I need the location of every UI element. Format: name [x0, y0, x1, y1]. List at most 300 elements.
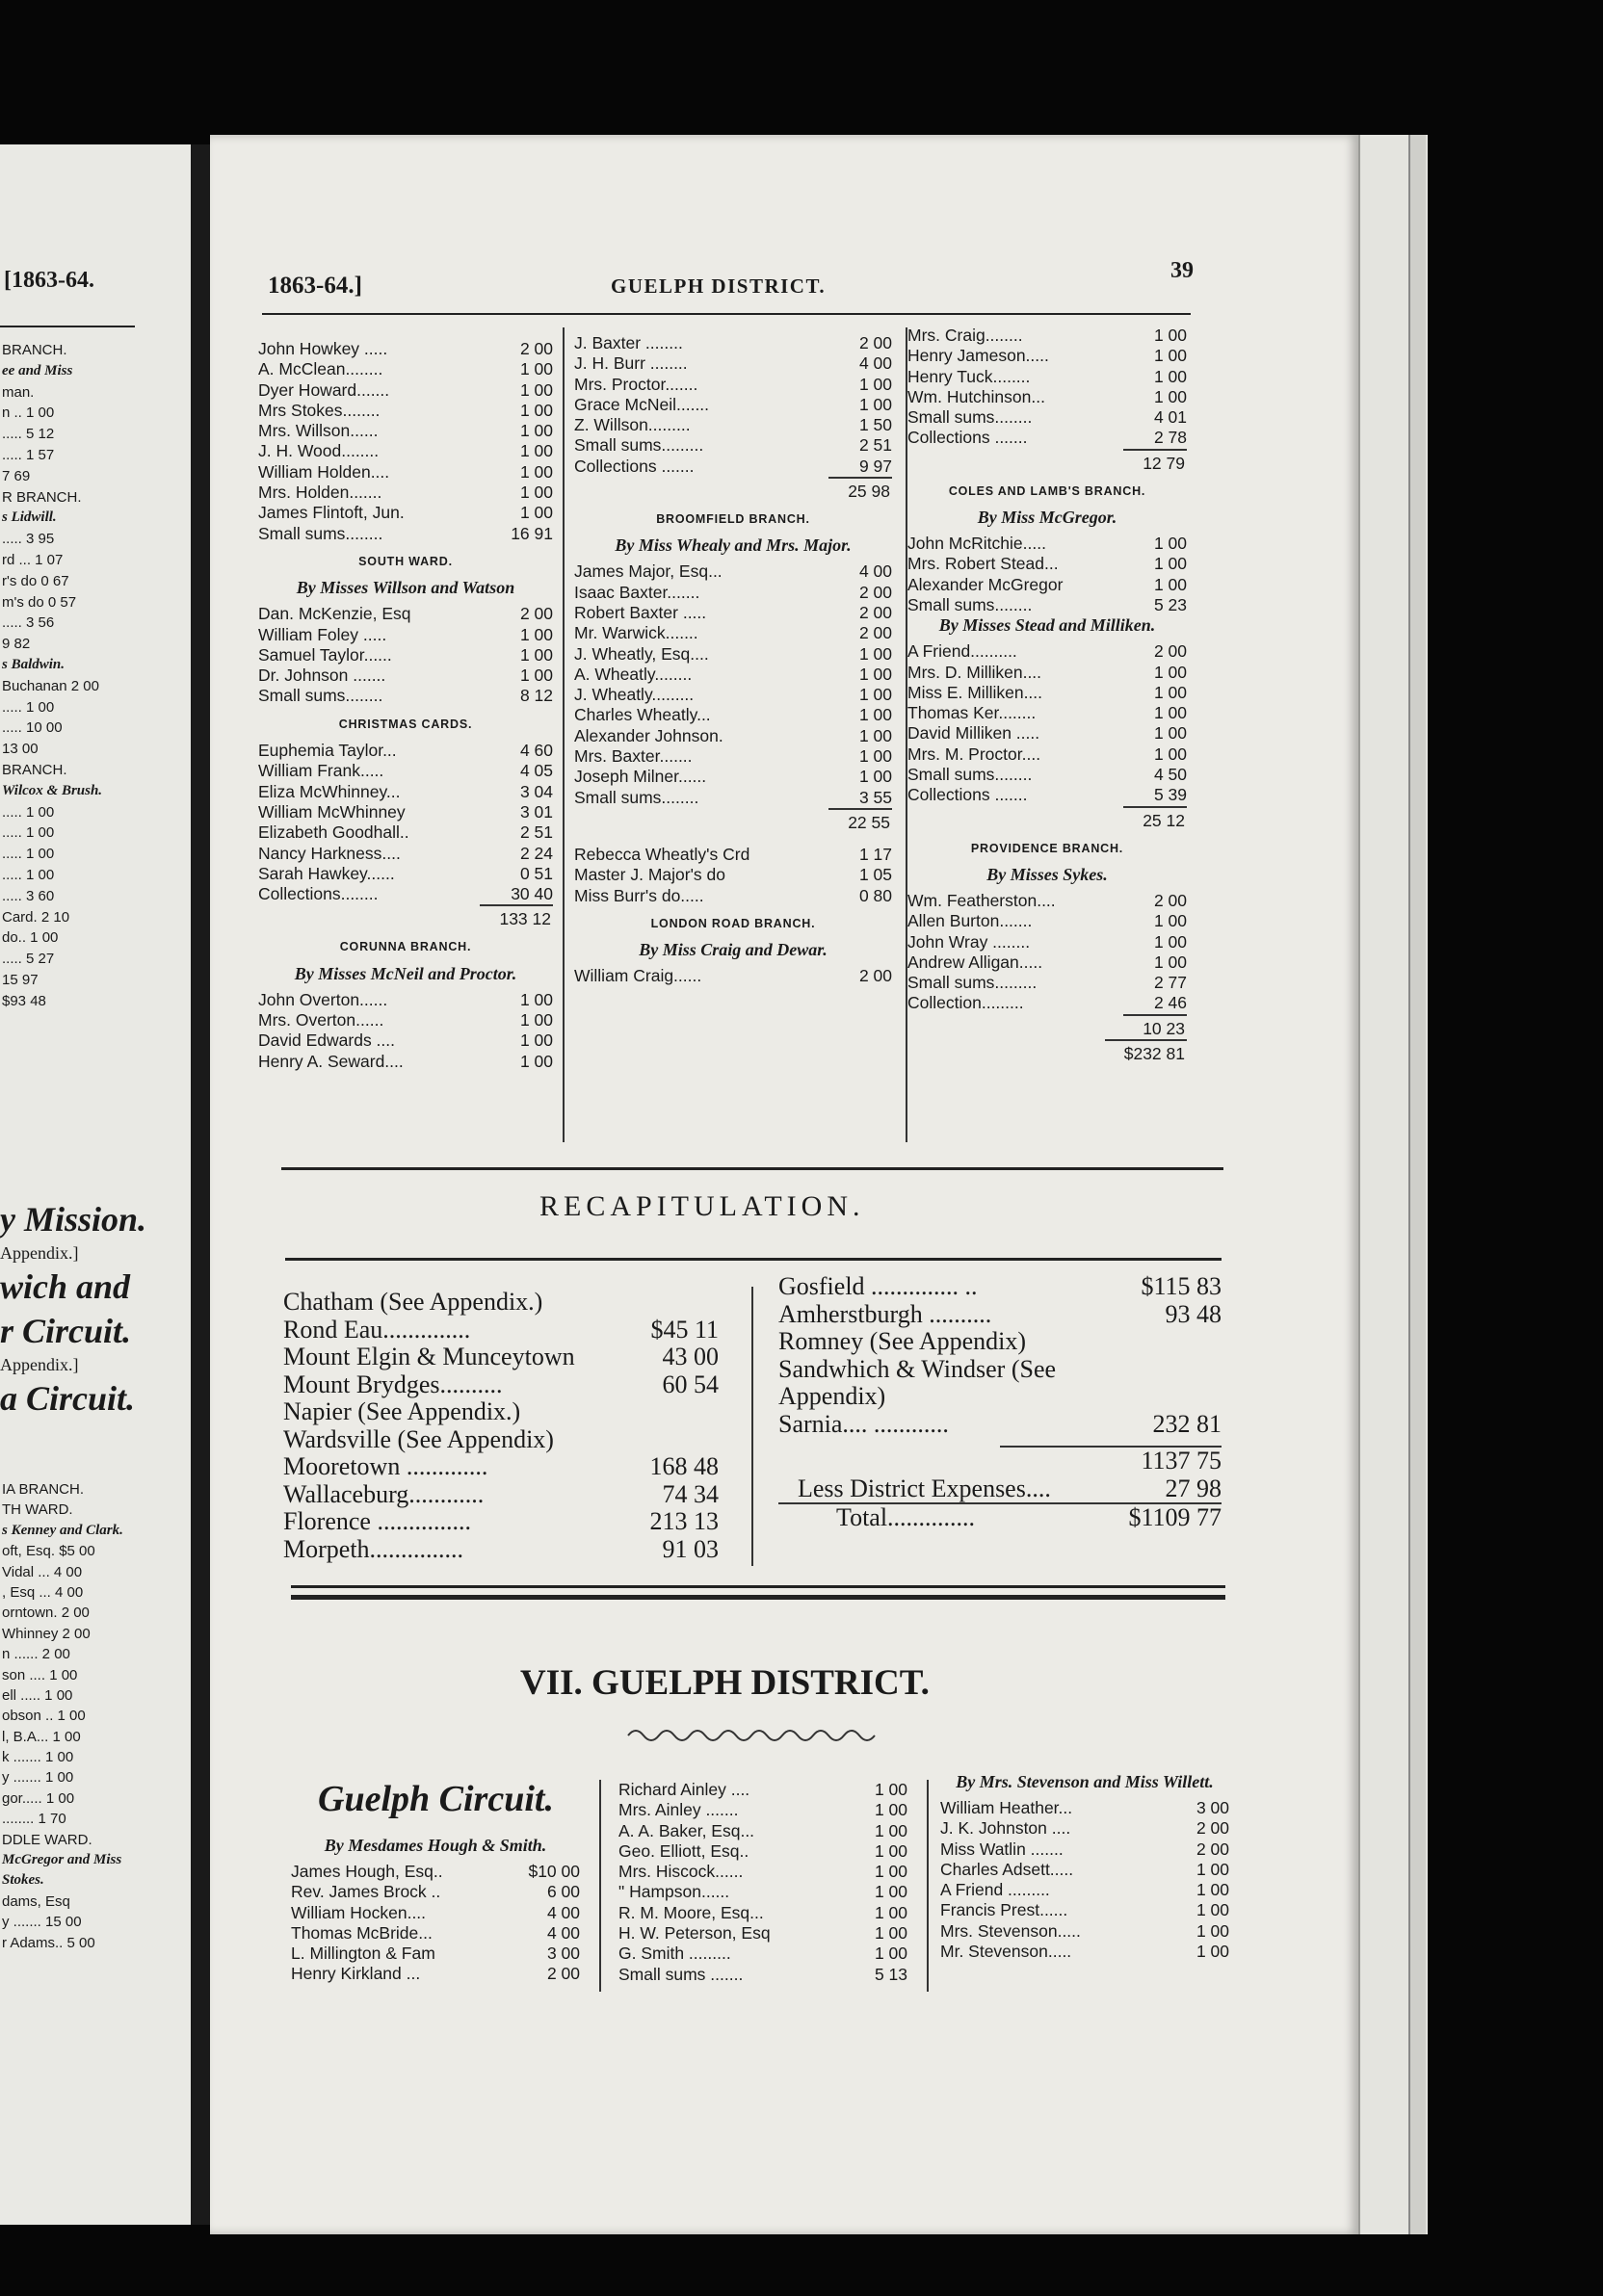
christmas-cards-row	[258, 844, 553, 864]
entry-name: Dr. Johnson .......	[258, 665, 386, 686]
subtotal: 25 12	[1123, 806, 1187, 833]
left-fragment-line: ..... 3 56	[2, 614, 55, 632]
left-fragment-line: y ....... 15 00	[2, 1914, 82, 1931]
entry-amount: $45 11	[650, 1315, 719, 1344]
entry-name: Small sums........	[258, 523, 383, 543]
entry-name: Miss Burr's do.....	[574, 885, 704, 905]
entry-name: Chatham (See Appendix.)	[283, 1288, 543, 1316]
entry-name: Mooretown .............	[283, 1452, 488, 1480]
entry-amount: 1 00	[874, 1862, 907, 1882]
entry-amount: 1 50	[858, 415, 892, 435]
entry-name: James Flintoft, Jun.	[258, 503, 405, 523]
recap-subtotal-row	[1000, 1446, 1222, 1475]
entry-name: Mrs Stokes........	[258, 400, 381, 420]
entry-name: Small sums........	[907, 594, 1033, 614]
entry-amount: 1 00	[1153, 682, 1187, 702]
entry-name: Robert Baxter .....	[574, 602, 707, 622]
entry-amount: 1 00	[858, 705, 892, 725]
christmas-cards-row	[258, 782, 553, 802]
entry-name: J. H. Wood........	[258, 441, 380, 461]
left-fragment-line: s Baldwin.	[2, 656, 66, 672]
entry-name: William Hocken....	[291, 1902, 427, 1922]
entry-amount: 16 91	[511, 523, 553, 543]
entry-amount: 1 00	[858, 664, 892, 684]
guelph-circuit-row	[940, 1942, 1229, 1962]
entry-name: J. Baxter ........	[574, 333, 683, 352]
guelph-circuit-row	[291, 1862, 580, 1882]
recap-right-row	[778, 1328, 1222, 1356]
branch-list-row	[258, 483, 553, 503]
collectors-line: By Mesdames Hough & Smith.	[324, 1836, 547, 1855]
entry-amount: 1 00	[858, 394, 892, 414]
entry-amount: 1 00	[519, 1051, 553, 1071]
entry-name: William Heather...	[940, 1798, 1073, 1817]
subtotal-row	[907, 1014, 1187, 1039]
left-fragment-line: n ...... 2 00	[2, 1646, 70, 1663]
entry-amount: 2 00	[858, 333, 892, 352]
entry-name: Rev. James Brock ..	[291, 1882, 441, 1902]
collectors-line: By Mrs. Stevenson and Miss Willett.	[956, 1772, 1214, 1791]
south-ward-row	[258, 645, 553, 665]
recap-right-row	[778, 1273, 1222, 1301]
left-fragment-line: BRANCH.	[2, 342, 67, 358]
christmas-cards-row	[258, 741, 553, 761]
entry-amount: 8 12	[519, 686, 553, 706]
providence-row	[907, 932, 1187, 952]
entry-name: L. Millington & Fam	[291, 1944, 435, 1964]
entry-name: Alexander Johnson.	[574, 725, 723, 745]
recap-left-row	[283, 1317, 719, 1344]
entry-name: Mrs. Robert Stead...	[907, 554, 1059, 574]
recap-left-row	[283, 1344, 719, 1371]
branch-list-row	[258, 421, 553, 441]
left-fragment-line: ..... 3 60	[2, 887, 55, 904]
entry-amount: 4 00	[546, 1902, 580, 1922]
providence-row	[907, 973, 1187, 993]
left-fragment-line: Whinney 2 00	[2, 1625, 91, 1642]
entry-amount: 2 00	[1196, 1818, 1229, 1839]
left-fragment-line: R BRANCH.	[2, 488, 82, 506]
left-mission-line: Appendix.]	[0, 1243, 79, 1263]
entry-name: Henry Tuck........	[907, 366, 1031, 386]
entry-amount: 1 00	[1153, 744, 1187, 764]
guelph-circuit-row	[291, 1903, 580, 1923]
entry-name: Rond Eau..............	[283, 1315, 471, 1344]
entry-amount: 1 00	[1153, 346, 1187, 366]
entry-name: Collections .......	[907, 785, 1028, 805]
section-heading: COLES AND LAMB'S BRANCH.	[948, 483, 1146, 498]
entry-name: Florence ...............	[283, 1507, 471, 1535]
entry-amount: 2 00	[546, 1964, 580, 1984]
entry-amount: 1 00	[1153, 386, 1187, 406]
entry-amount: 3 04	[519, 781, 553, 801]
left-fragment-line: ..... 1 00	[2, 846, 55, 863]
entry-amount: 232 81	[1152, 1409, 1222, 1438]
stead-milliken-row	[907, 641, 1187, 662]
entry-amount: 3 55	[858, 787, 892, 807]
header-title: GUELPH DISTRICT.	[611, 274, 827, 298]
left-mission-line: a Circuit.	[0, 1379, 136, 1418]
entry-name: Sarah Hawkey......	[258, 863, 395, 883]
entry-amount: 74 34	[662, 1479, 719, 1508]
left-page-top-fragment	[2, 342, 146, 1014]
grand-total-row	[907, 1039, 1187, 1064]
corunna-row	[258, 990, 553, 1010]
book-gutter	[191, 144, 212, 2225]
recap-left-row	[283, 1508, 719, 1536]
entry-name: Mrs. Ainley .......	[618, 1800, 739, 1820]
left-fragment-line: gor..... 1 00	[2, 1789, 75, 1807]
entry-amount: 2 00	[858, 602, 892, 622]
guelph-circuit-row	[618, 1923, 907, 1944]
christmas-cards-row	[258, 864, 553, 884]
broomfield-row	[574, 561, 892, 582]
recap-expenses-label: Less District Expenses....	[798, 1474, 1051, 1502]
entry-name: Mr. Warwick.......	[574, 623, 698, 643]
left-fragment-line: ..... 3 95	[2, 531, 55, 548]
entry-name: Mrs. M. Proctor....	[907, 744, 1041, 764]
entry-amount: 4 00	[858, 561, 892, 582]
guelph-circuit-row	[618, 1862, 907, 1882]
broomfield-row	[574, 603, 892, 623]
recap-title: RECAPITULATION.	[539, 1190, 865, 1222]
corunna-row	[258, 1031, 553, 1051]
entry-name: Isaac Baxter.......	[574, 582, 700, 602]
left-fragment-line: r Adams.. 5 00	[2, 1934, 95, 1951]
entry-name: A. McClean........	[258, 359, 383, 379]
branch-list-row	[574, 333, 892, 353]
entry-name: A. Wheatly........	[574, 664, 693, 684]
entry-amount: 6 00	[546, 1882, 580, 1902]
entry-amount: 1 00	[519, 461, 553, 482]
entry-name: Nancy Harkness....	[258, 843, 401, 863]
entry-amount: 213 13	[649, 1507, 719, 1535]
collectors-line: By Misses Sykes.	[986, 864, 1108, 884]
left-mission-line: r Circuit.	[0, 1312, 132, 1350]
section-heading: PROVIDENCE BRANCH.	[970, 841, 1124, 855]
entry-name: Wm. Featherston....	[907, 890, 1056, 910]
left-fragment-line: McGregor and Miss	[2, 1852, 122, 1868]
guelph-circuit-row	[618, 1780, 907, 1800]
guelph-circuit-row	[291, 1944, 580, 1964]
entry-amount: 0 51	[519, 863, 553, 883]
left-fragment-line: ..... 5 12	[2, 426, 55, 443]
entry-amount: 1 00	[519, 421, 553, 441]
entry-amount: 1 00	[858, 643, 892, 664]
left-fragment-line: r's do 0 67	[2, 572, 69, 589]
entry-name: Mrs. Holden.......	[258, 483, 382, 503]
left-fragment-line: dams, Esq	[2, 1892, 70, 1910]
recap-expenses: 27 98	[1165, 1474, 1222, 1502]
entry-name: R. M. Moore, Esq...	[618, 1902, 764, 1922]
branch-list-row	[258, 441, 553, 461]
left-fragment-line: ell ..... 1 00	[2, 1686, 73, 1704]
guelph-circuit-row	[618, 1903, 907, 1923]
left-page	[0, 144, 191, 2225]
guelph-circuit-row	[940, 1900, 1229, 1920]
entry-name: John Overton......	[258, 989, 388, 1009]
left-mission-line: wich and	[0, 1267, 131, 1306]
entry-name: Thomas Ker........	[907, 703, 1037, 723]
stead-milliken-row	[907, 765, 1187, 785]
cards-row	[574, 865, 892, 885]
left-fragment-line: 15 97	[2, 971, 39, 988]
entry-name: Andrew Alligan.....	[907, 952, 1043, 972]
entry-amount: 1 00	[519, 1031, 553, 1051]
broomfield-row	[574, 726, 892, 746]
entry-name: John Howkey .....	[258, 339, 388, 358]
left-fragment-line: Vidal ... 4 00	[2, 1563, 83, 1580]
recap-left-row	[283, 1289, 719, 1317]
grand-total: $232 81	[1105, 1039, 1187, 1066]
entry-name: Charles Adsett.....	[940, 1859, 1074, 1879]
branch-list-row	[258, 380, 553, 401]
entry-amount: 1 00	[858, 767, 892, 787]
entry-name: J. H. Burr ........	[574, 353, 688, 374]
branch-list-row	[258, 359, 553, 379]
recap-right-row	[778, 1356, 1222, 1384]
entry-amount: 3 01	[519, 801, 553, 822]
entry-name: Sarnia.... ............	[778, 1409, 949, 1438]
christmas-cards-row	[258, 822, 553, 843]
entry-name: John McRitchie.....	[907, 534, 1046, 554]
left-fragment-line: DDLE WARD.	[2, 1831, 92, 1848]
left-page-header: [1863-64.	[4, 268, 94, 293]
entry-name: David Milliken .....	[907, 723, 1040, 744]
collectors-line: By Miss Whealy and Mrs. Major.	[615, 535, 852, 556]
entry-amount: 5 39	[1153, 785, 1187, 805]
entry-name: Small sums........	[907, 407, 1033, 428]
circuit-col-right	[940, 1772, 1229, 1962]
south-ward-row	[258, 686, 553, 706]
coles-lamb-row	[907, 575, 1187, 595]
entry-name: Richard Ainley ....	[618, 1780, 750, 1799]
stead-milliken-row	[907, 703, 1187, 723]
column-middle	[574, 333, 892, 986]
entry-name: Henry Jameson.....	[907, 346, 1049, 366]
entry-amount: 1 00	[874, 1840, 907, 1861]
entry-name: Alexander McGregor	[907, 574, 1064, 594]
left-fragment-line: BRANCH.	[2, 761, 67, 778]
london-road-row	[574, 966, 892, 986]
entry-amount: 4 05	[519, 761, 553, 781]
entry-name: A Friend..........	[907, 641, 1017, 662]
entry-name: Wardsville (See Appendix)	[283, 1424, 554, 1453]
left-fragment-line: obson .. 1 00	[2, 1708, 86, 1725]
broomfield-row	[574, 746, 892, 767]
left-fragment-line: ..... 5 27	[2, 951, 55, 968]
entry-amount: 1 00	[1153, 534, 1187, 554]
entry-name: James Major, Esq...	[574, 561, 723, 582]
entry-name: Mrs. Overton......	[258, 1010, 384, 1031]
entry-amount: 3 00	[546, 1944, 580, 1964]
entry-name: Z. Willson.........	[574, 415, 691, 435]
broomfield-row	[574, 583, 892, 603]
recap-right-row	[778, 1411, 1222, 1439]
left-page-bottom-fragment	[2, 1481, 185, 1955]
left-page-mission-fragment	[0, 1199, 183, 1422]
entry-name: Small sums........	[258, 686, 383, 706]
entry-name: Collections .......	[574, 456, 695, 476]
entry-name: Gosfield .............. ..	[778, 1272, 978, 1300]
entry-name: Small sums.........	[574, 435, 704, 456]
entry-amount: 1 05	[858, 865, 892, 885]
recap-subtotal: 1137 75	[1141, 1447, 1222, 1474]
subtotal-row	[907, 449, 1187, 474]
entry-amount: 1 00	[1153, 911, 1187, 931]
entry-amount: 2 77	[1153, 973, 1187, 993]
entry-amount: 1 00	[1153, 952, 1187, 972]
cards-row	[574, 886, 892, 906]
entry-amount: 2 51	[519, 822, 553, 843]
entry-name: G. Smith .........	[618, 1944, 731, 1964]
entry-amount: 1 00	[1153, 554, 1187, 574]
entry-amount: 1 00	[1196, 1920, 1229, 1941]
entry-amount: 1 00	[1153, 326, 1187, 345]
recap-right-row	[778, 1301, 1222, 1329]
broomfield-row	[574, 705, 892, 725]
entry-amount: $115 83	[1141, 1272, 1222, 1300]
entry-name: Mrs. Hiscock......	[618, 1862, 744, 1882]
branch-list-row	[258, 503, 553, 523]
entry-name: Mrs. Baxter.......	[574, 746, 693, 767]
guelph-circuit-row	[291, 1923, 580, 1944]
entry-amount: 1 00	[1153, 574, 1187, 594]
entry-name: Master J. Major's do	[574, 865, 725, 885]
entry-amount: 1 00	[519, 1010, 553, 1031]
corunna-row	[258, 1052, 553, 1072]
stead-milliken-row	[907, 785, 1187, 805]
south-ward-row	[258, 665, 553, 686]
header-year: 1863-64.]	[268, 273, 362, 299]
left-fragment-line: , Esq ... 4 00	[2, 1583, 84, 1601]
entry-name: Sandwhich & Windser (See	[778, 1354, 1057, 1383]
entry-name: Mrs. Craig........	[907, 326, 1023, 345]
entry-amount: 1 00	[519, 379, 553, 400]
guelph-circuit-row	[618, 1944, 907, 1964]
entry-amount: 9 97	[858, 456, 892, 476]
entry-name: Grace McNeil.......	[574, 394, 710, 414]
left-fragment-line: n .. 1 00	[2, 404, 55, 422]
providence-row	[907, 911, 1187, 931]
guelph-circuit-row	[940, 1798, 1229, 1818]
entry-amount: 1 00	[858, 725, 892, 745]
subtotal-row	[258, 904, 553, 929]
circuit-title: Guelph Circuit.	[318, 1779, 554, 1819]
entry-name: Wallaceburg............	[283, 1479, 485, 1508]
guelph-circuit-row	[940, 1839, 1229, 1860]
recap-left-row	[283, 1536, 719, 1564]
left-fragment-line: rd ... 1 07	[2, 551, 64, 568]
collectors-line: By Misses McNeil and Proctor.	[294, 963, 517, 983]
guelph-circuit-row	[618, 1821, 907, 1841]
entry-name: Mount Elgin & Munceytown	[283, 1343, 575, 1370]
entry-amount: 1 00	[1153, 723, 1187, 744]
entry-amount: 1 00	[1153, 931, 1187, 952]
guelph-circuit-row	[291, 1882, 580, 1902]
entry-amount: 1 00	[858, 746, 892, 767]
collectors-line: By Miss Craig and Dewar.	[639, 940, 828, 960]
left-fragment-line: do.. 1 00	[2, 929, 59, 947]
entry-name: Small sums........	[907, 765, 1033, 785]
entry-name: Collections........	[258, 884, 379, 904]
entry-amount: 1 00	[1153, 366, 1187, 386]
circuit-col-left	[291, 1836, 580, 1985]
left-fragment-line: orntown. 2 00	[2, 1605, 90, 1622]
left-fragment-line: Buchanan 2 00	[2, 677, 99, 694]
entry-name: William Foley .....	[258, 624, 387, 644]
entry-name: Henry Kirkland ...	[291, 1964, 421, 1984]
entry-name: Geo. Elliott, Esq..	[618, 1840, 749, 1861]
recap-left-row	[283, 1481, 719, 1509]
branch-list-row	[574, 395, 892, 415]
entry-amount: 1 00	[874, 1923, 907, 1944]
entry-amount: 1 00	[519, 624, 553, 644]
recap-total-row	[778, 1502, 1222, 1532]
left-fragment-line: 13 00	[2, 741, 39, 758]
left-fragment-line: ee and Miss	[2, 362, 73, 378]
left-fragment-line: $93 48	[2, 992, 46, 1009]
recap-expenses-row	[778, 1475, 1222, 1503]
entry-name: Appendix)	[778, 1382, 886, 1410]
subtotal: 25 98	[828, 477, 892, 504]
section-heading: CHRISTMAS CARDS.	[338, 717, 473, 731]
entry-amount: 2 78	[1153, 428, 1187, 448]
entry-amount: 1 00	[519, 644, 553, 665]
entry-name: Romney (See Appendix)	[778, 1327, 1027, 1355]
christmas-cards-row	[258, 802, 553, 822]
left-fragment-line: Card. 2 10	[2, 908, 70, 926]
entry-amount: 1 00	[519, 989, 553, 1009]
entry-amount: 1 00	[1153, 662, 1187, 682]
entry-amount: 1 00	[874, 1820, 907, 1840]
entry-amount: 1 00	[858, 685, 892, 705]
entry-amount: 1 00	[874, 1944, 907, 1964]
entry-name: Mrs. D. Milliken....	[907, 662, 1042, 682]
entry-amount: 0 80	[858, 885, 892, 905]
entry-amount: 2 00	[1196, 1839, 1229, 1859]
entry-amount: 1 00	[519, 665, 553, 686]
left-fragment-line: ..... 1 57	[2, 446, 55, 463]
guelph-circuit-row	[940, 1818, 1229, 1839]
entry-name: Elizabeth Goodhall..	[258, 822, 409, 843]
entry-amount: 1 00	[858, 374, 892, 394]
entry-name: William Craig......	[574, 966, 702, 986]
entry-name: Small sums.........	[907, 973, 1038, 993]
entry-name: Mount Brydges..........	[283, 1370, 503, 1398]
entry-amount: 1 00	[1196, 1942, 1229, 1962]
recap-left-row	[283, 1426, 719, 1454]
entry-amount: 5 23	[1153, 594, 1187, 614]
branch-list-row	[258, 401, 553, 421]
entry-name: Mrs. Proctor.......	[574, 374, 698, 394]
entry-name: Euphemia Taylor...	[258, 741, 397, 761]
branch-list-row	[258, 462, 553, 483]
entry-name: " Hampson......	[618, 1882, 730, 1902]
entry-name: Francis Prest......	[940, 1900, 1068, 1920]
entry-amount: 1 00	[519, 441, 553, 461]
entry-amount: 1 17	[858, 844, 892, 864]
branch-list-row	[907, 407, 1187, 428]
entry-amount: 2 00	[519, 339, 553, 358]
guelph-circuit-row	[618, 1800, 907, 1820]
entry-amount: 4 60	[519, 741, 553, 761]
branch-list-row	[574, 415, 892, 435]
entry-name: Miss E. Milliken....	[907, 682, 1043, 702]
left-fragment-line: ..... 1 00	[2, 803, 55, 821]
entry-name: Wm. Hutchinson...	[907, 386, 1045, 406]
entry-name: Mr. Stevenson.....	[940, 1942, 1072, 1962]
